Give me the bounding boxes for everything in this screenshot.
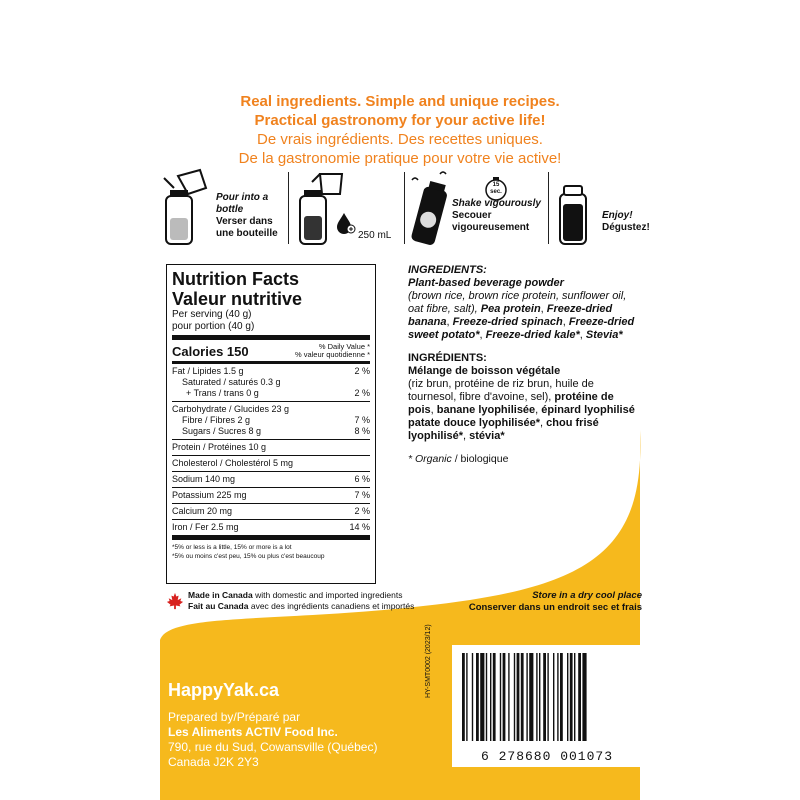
barcode-bar [490, 653, 491, 741]
nutrient-pct: 2 % [354, 506, 370, 516]
product-code: HY-SMT0002 (2023/12) [425, 624, 432, 698]
nutrition-title-fr: Valeur nutritive [172, 289, 303, 309]
nutrient-label: Potassium 225 mg [172, 490, 247, 500]
company-name: Les Aliments ACTIV Food Inc. [168, 725, 338, 739]
serving-fr: pour portion (40 g) [172, 321, 255, 332]
nutrient-pct: 8 % [354, 426, 370, 436]
barcode-bar [574, 653, 575, 741]
barcode-bar [553, 653, 554, 741]
nutrient-pct: 6 % [354, 474, 370, 484]
barcode-bar [466, 653, 467, 741]
step-pour-en: Pour into a bottle [216, 192, 269, 215]
barcode-bar [567, 653, 568, 741]
nutrient-label: Saturated / saturés 0.3 g [182, 377, 281, 387]
nutrient-label: Calcium 20 mg [172, 506, 233, 516]
step-shake-fr: Secouer vigoureusement [452, 210, 530, 233]
nutrient-label: Sugars / Sucres 8 g [182, 426, 262, 436]
nutrient-row [172, 506, 370, 517]
plant-powder-en: Plant-based beverage powder [408, 277, 564, 289]
calories-row [172, 343, 370, 359]
barcode-bar [500, 653, 501, 741]
nutrient-row [172, 366, 370, 377]
nutrient-label: Cholesterol / Cholestérol 5 mg [172, 458, 294, 468]
nutrient-row [172, 388, 370, 399]
filled-bottle-icon [556, 168, 592, 248]
nutrient-row [172, 377, 370, 388]
storage-note [469, 590, 642, 614]
calories: Calories 150 [172, 344, 249, 359]
nutrient-label: Sodium 140 mg [172, 474, 236, 484]
barcode-bar [486, 653, 487, 741]
nutrient-row [172, 426, 370, 437]
daily-value-en: % Daily Value * [318, 342, 370, 351]
barcode-bar [514, 653, 515, 741]
nutrient-label: Fibre / Fibres 2 g [182, 415, 251, 425]
ingredients-en: INGREDIENTS: Plant-based beverage powder (brown rice, brown rice protein, sunflower oil, oat fibre, salt), Pea protein, Freeze-dried banana, Freeze-dried spinach, Freeze-dried sweet potato*, Freeze-dried kale*, Stevia* [408, 264, 635, 341]
timer-label: 15 sec. [490, 182, 502, 195]
footnote-fr: *5% ou moins c'est peu, 15% ou plus c'est beaucoup [172, 553, 325, 560]
city: Canada J2K 2Y3 [168, 755, 259, 769]
step-enjoy-en: Enjoy! [602, 210, 633, 221]
plant-detail-fr: (riz brun, protéine de riz brun, huile de tournesol, fibre d'avoine, sel), [408, 378, 594, 403]
barcode [452, 645, 642, 767]
tagline-fr-2: De la gastronomie pratique pour votre vie active! [238, 150, 562, 167]
shake-bottle-icon [410, 168, 450, 248]
barcode-bar [472, 653, 473, 741]
tagline-en-1: Real ingredients. Simple and unique recipes. [240, 93, 560, 110]
barcode-number: 6 278680 001073 [480, 749, 614, 764]
nutrient-pct: 2 % [354, 366, 370, 376]
nutrient-label: Iron / Fer 2.5 mg [172, 522, 239, 532]
website[interactable]: HappyYak.ca [168, 680, 280, 700]
barcode-bar [582, 653, 586, 741]
nutrient-row [172, 458, 370, 469]
barcode-bar [462, 653, 465, 741]
maple-leaf-icon [166, 592, 184, 610]
made-in-canada-fr: Fait au Canada [188, 601, 249, 611]
barcode-bar [536, 653, 537, 741]
step-pour-fr: Verser dans une bouteille [216, 216, 278, 239]
nutrient-pct: 2 % [354, 388, 370, 398]
nutrient-pct: 7 % [354, 415, 370, 425]
street: 790, rue du Sud, Cowansville (Québec) [168, 740, 378, 754]
storage-en: Store in a dry cool place [532, 590, 642, 601]
footnote-en: *5% or less is a little, 15% or more is a lot [172, 544, 292, 551]
step-water [292, 168, 400, 248]
nutrient-label: Carbohydrate / Glucides 23 g [172, 404, 290, 414]
step-shake [408, 168, 544, 248]
barcode-bar [517, 653, 520, 741]
nutrition-title-en: Nutrition Facts [172, 269, 300, 289]
made-in-canada: Made in Canada with domestic and imported ingredients Fait au Canada avec des ingrédients canadiens et importés [166, 590, 414, 612]
barcode-bar [578, 653, 581, 741]
made-in-canada-en: Made in Canada [188, 590, 253, 600]
ingredients-panel [408, 264, 638, 476]
barcode-bar [480, 653, 484, 741]
ingredients-heading-fr: INGRÉDIENTS: [408, 352, 487, 364]
step-shake-en: Shake vigourously [452, 198, 541, 209]
nutrition-facts-table [166, 264, 376, 584]
powder-bottle-icon [160, 168, 210, 248]
step-enjoy-fr: Dégustez! [602, 222, 650, 233]
barcode-bars [458, 651, 636, 747]
water-bottle-icon [292, 168, 352, 248]
plant-detail-en: (brown rice, brown rice protein, sunflower oil, oat fibre, salt), [408, 290, 627, 315]
prepared-by: Prepared by/Préparé par [168, 710, 301, 724]
preparation-steps [160, 168, 650, 248]
serving-en: Per serving (40 g) [172, 309, 252, 320]
divider [548, 172, 549, 244]
barcode-bar [493, 653, 496, 741]
tagline [0, 92, 800, 168]
nutrient-pct: 7 % [354, 490, 370, 500]
barcode-bar [521, 653, 524, 741]
plant-powder-fr: Mélange de boisson végétale [408, 365, 561, 377]
nutrient-row [172, 404, 370, 415]
storage-fr: Conserver dans un endroit sec et frais [468, 602, 642, 613]
barcode-bar [570, 653, 573, 741]
nutrient-row [172, 522, 370, 533]
organic-note: * Organic / biologique [408, 453, 509, 465]
barcode-bar [476, 653, 479, 741]
barcode-bar [508, 653, 509, 741]
barcode-bar [529, 653, 533, 741]
nutrient-row [172, 474, 370, 485]
divider [404, 172, 405, 244]
nutrient-label: Fat / Lipides 1.5 g [172, 366, 244, 376]
step-enjoy [552, 168, 650, 248]
divider [288, 172, 289, 244]
tagline-en-2: Practical gastronomy for your active life! [254, 112, 546, 129]
step-volume: 250 mL [358, 230, 392, 241]
ingredients-heading-en: INGREDIENTS: [408, 264, 487, 276]
tagline-fr-1: De vrais ingrédients. Des recettes uniques. [257, 131, 543, 148]
barcode-bar [557, 653, 558, 741]
barcode-bar [539, 653, 540, 741]
barcode-bar [503, 653, 506, 741]
barcode-bar [543, 653, 546, 741]
nutrient-row [172, 490, 370, 501]
daily-value-fr: % valeur quotidienne * [294, 350, 370, 359]
nutrient-row [172, 442, 370, 453]
nutrient-label: Protein / Protéines 10 g [172, 442, 267, 452]
barcode-bar [526, 653, 527, 741]
nutrient-pct: 14 % [349, 522, 370, 532]
nutrient-row [172, 415, 370, 426]
water-drop-icon [336, 212, 356, 234]
company-address [168, 710, 377, 770]
step-pour [160, 168, 280, 248]
nutrient-label: + Trans / trans 0 g [186, 388, 259, 398]
barcode-bar [560, 653, 563, 741]
barcode-bar [547, 653, 548, 741]
ingredients-fr: INGRÉDIENTS: Mélange de boisson végétale (riz brun, protéine de riz brun, huile de tournesol, fibre d'avoine, sel), protéine de pois, banane lyophilisée, épinard lyophilisé patate douce lyophilisée*, chou frisé lyophilisé*, stévia* [408, 352, 635, 442]
